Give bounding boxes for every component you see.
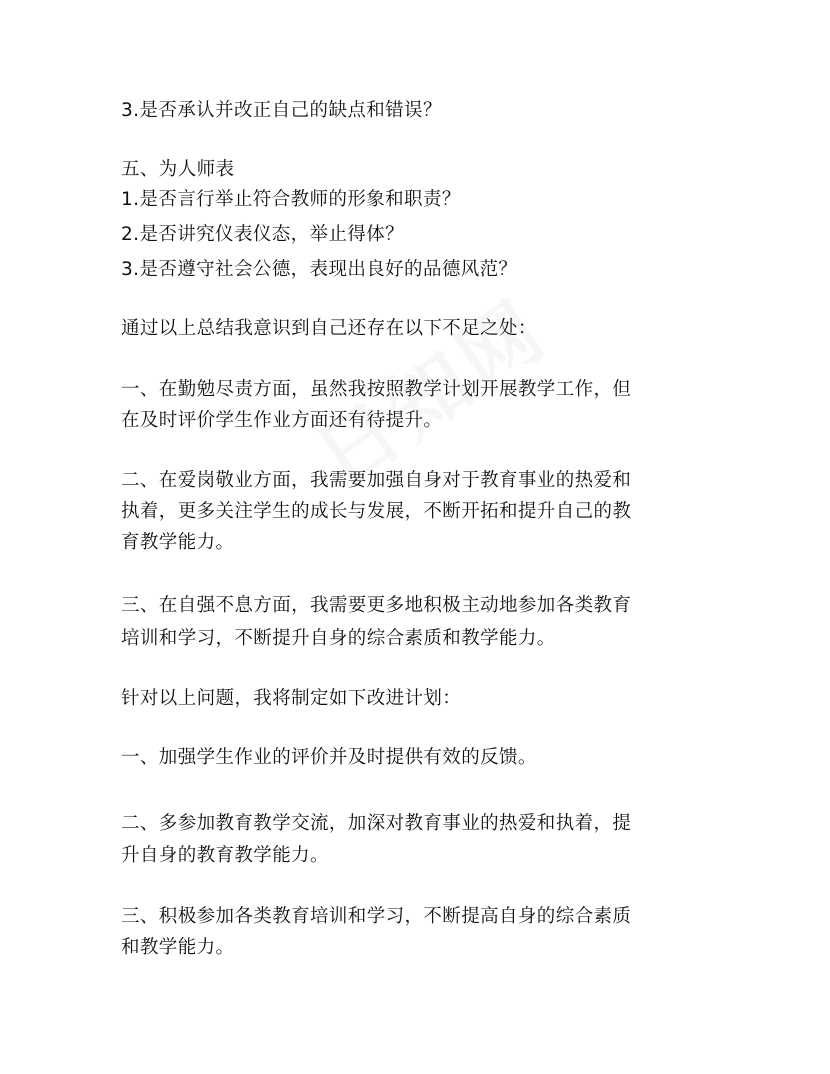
text-line: 一、加强学生作业的评价并及时提供有效的反馈。 — [121, 747, 537, 768]
text-line: 育教学能力。 — [121, 532, 235, 553]
text-line: 二、在爱岗敬业方面，我需要加强自身对于教育事业的热爱和 — [121, 470, 632, 491]
text-line: 通过以上总结我意识到自己还存在以下不足之处： — [121, 318, 537, 339]
text-line: 执着，更多关注学生的成长与发展，不断开拓和提升自己的教 — [121, 501, 632, 522]
text-line: 在及时评价学生作业方面还有待提升。 — [121, 410, 443, 431]
text-line: 二、多参加教育教学交流，加深对教育事业的热爱和执着，提 — [121, 813, 632, 834]
text-line: 针对以上问题，我将制定如下改进计划： — [121, 688, 462, 709]
text-line: 3.是否承认并改正自己的缺点和错误？ — [121, 100, 442, 121]
text-line: 2.是否讲究仪表仪态，举止得体？ — [121, 224, 405, 245]
text-line: 三、积极参加各类教育培训和学习，不断提高自身的综合素质 — [121, 906, 632, 927]
text-line: 和教学能力。 — [121, 937, 235, 958]
text-line: 培训和学习，不断提升自身的综合素质和教学能力。 — [121, 628, 556, 649]
text-line: 3.是否遵守社会公德，表现出良好的品德风范？ — [121, 259, 518, 280]
text-line: 升自身的教育教学能力。 — [121, 845, 329, 866]
text-line: 一、在勤勉尽责方面，虽然我按照教学计划开展教学工作，但 — [121, 379, 632, 400]
text-line: 1.是否言行举止符合教师的形象和职责？ — [121, 189, 461, 210]
section-heading: 五、为人师表 — [121, 159, 235, 180]
text-line: 三、在自强不息方面，我需要更多地积极主动地参加各类教育 — [121, 595, 632, 616]
